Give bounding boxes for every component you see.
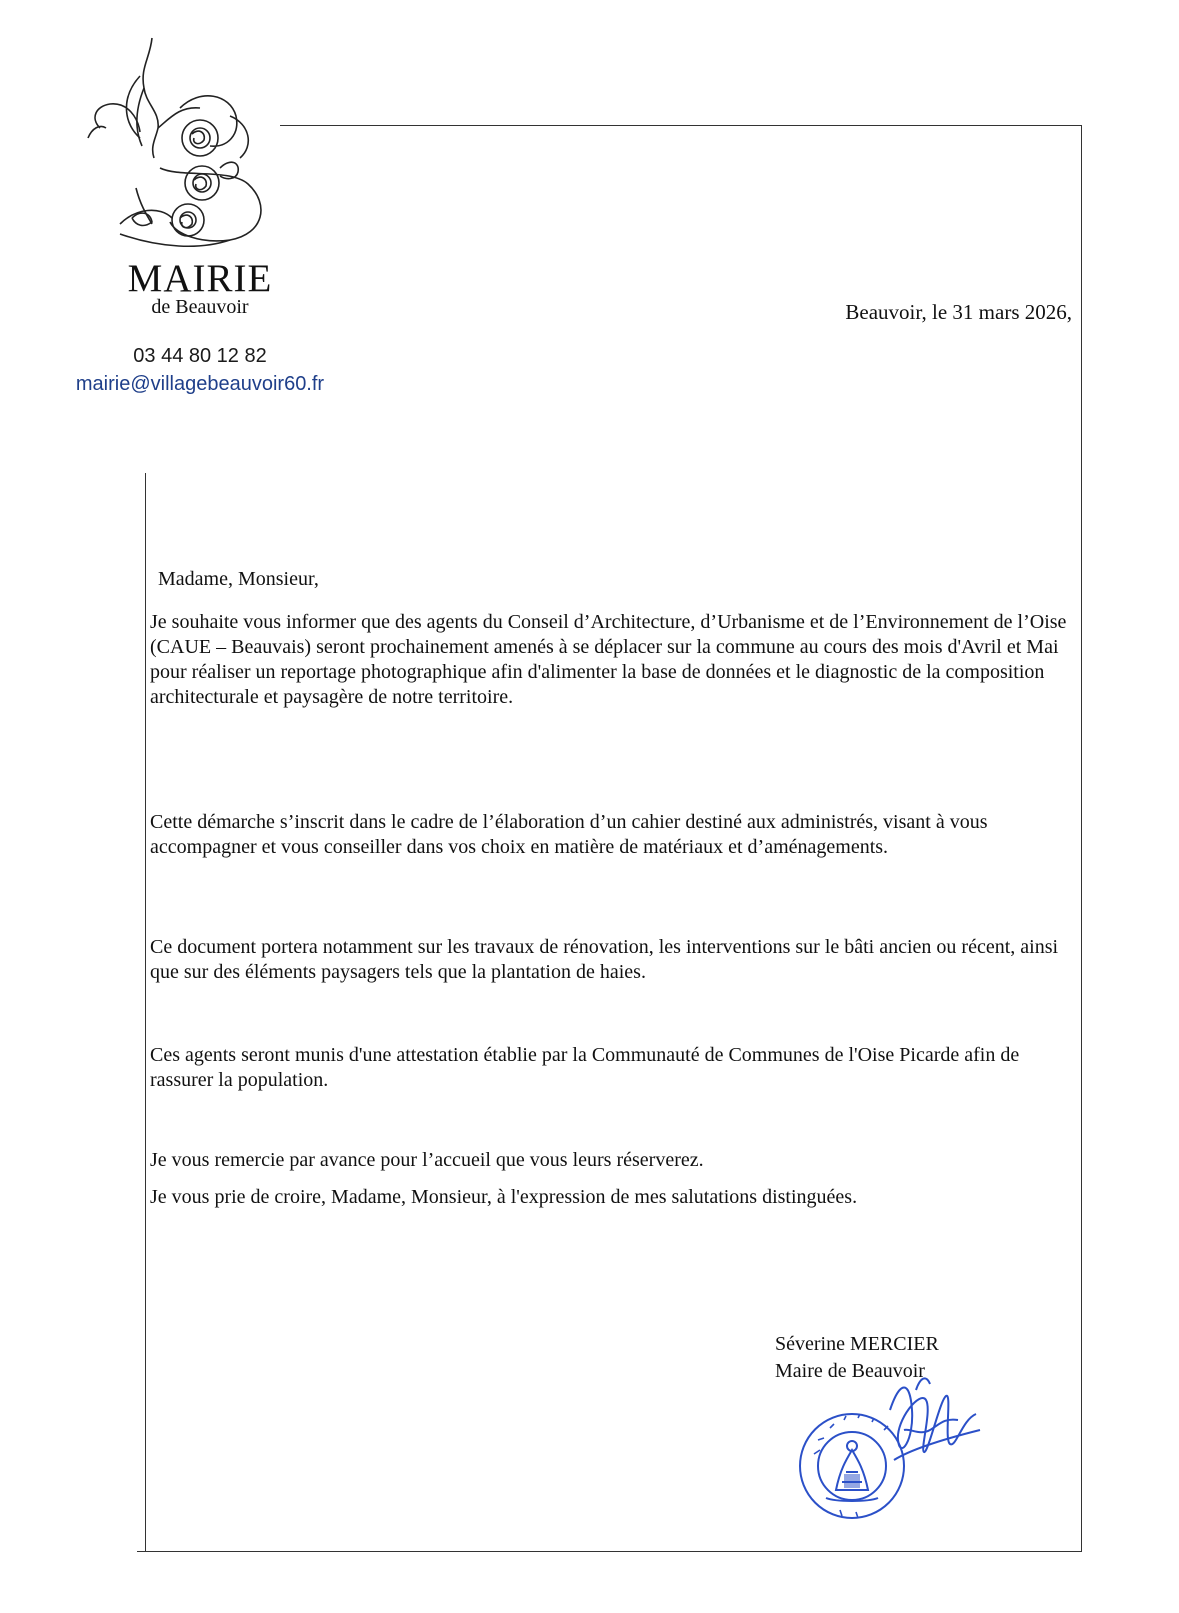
letterhead-title: MAIRIE	[127, 257, 273, 300]
paragraph-3: Ce document portera notamment sur les travaux de rénovation, les interventions sur le bâti ancien ou récent, ainsi que sur des éléments paysagers tels que la plantation de haies.	[150, 936, 1059, 983]
fleur-de-lis-logo	[80, 28, 290, 268]
paragraph-1: Je souhaite vous informer que des agents du Conseil d’Architecture, d’Urbanisme et de l’Environnement de l’Oise (CAUE – Beauvais) seront prochainement amenés à se déplacer sur la commune au cours des mois d'Avril et Mai pour réaliser un reportage photographique afin d'alimenter la base de données et le diagnostic de la composition architecturale et paysagère de notre territoire.	[150, 611, 1067, 708]
paragraph-4: Ces agents seront munis d'une attestation établie par la Communauté de Communes de l'Oise Picarde afin de rassurer la population.	[150, 1044, 1020, 1091]
date-line: Beauvoir, le 31 mars 2026,	[845, 300, 1072, 324]
letterhead-subtitle: de Beauvoir	[151, 296, 249, 318]
salutation: Madame, Monsieur,	[158, 568, 319, 590]
frame-right-line	[1081, 125, 1082, 1551]
frame-top-line	[280, 125, 1082, 126]
handwritten-signature	[880, 1370, 990, 1480]
paragraph-5: Je vous remercie par avance pour l’accueil que vous leurs réserverez.	[150, 1149, 704, 1171]
frame-bottom-line	[137, 1551, 1082, 1552]
letterhead-email: mairie@villagebeauvoir60.fr	[75, 373, 325, 395]
signatory-name: Séverine MERCIER	[775, 1333, 939, 1355]
letterhead-phone: 03 44 80 12 82	[133, 345, 267, 367]
paragraph-6: Je vous prie de croire, Madame, Monsieur, à l'expression de mes salutations distinguées.	[150, 1186, 858, 1208]
frame-left-line	[145, 473, 146, 1551]
signatory-role: Maire de Beauvoir	[775, 1360, 925, 1382]
paragraph-2: Cette démarche s’inscrit dans le cadre de l’élaboration d’un cahier destiné aux administrés, visant à vous accompagner et vous conseiller dans vos choix en matière de matériaux et d’aménagements.	[150, 811, 988, 858]
